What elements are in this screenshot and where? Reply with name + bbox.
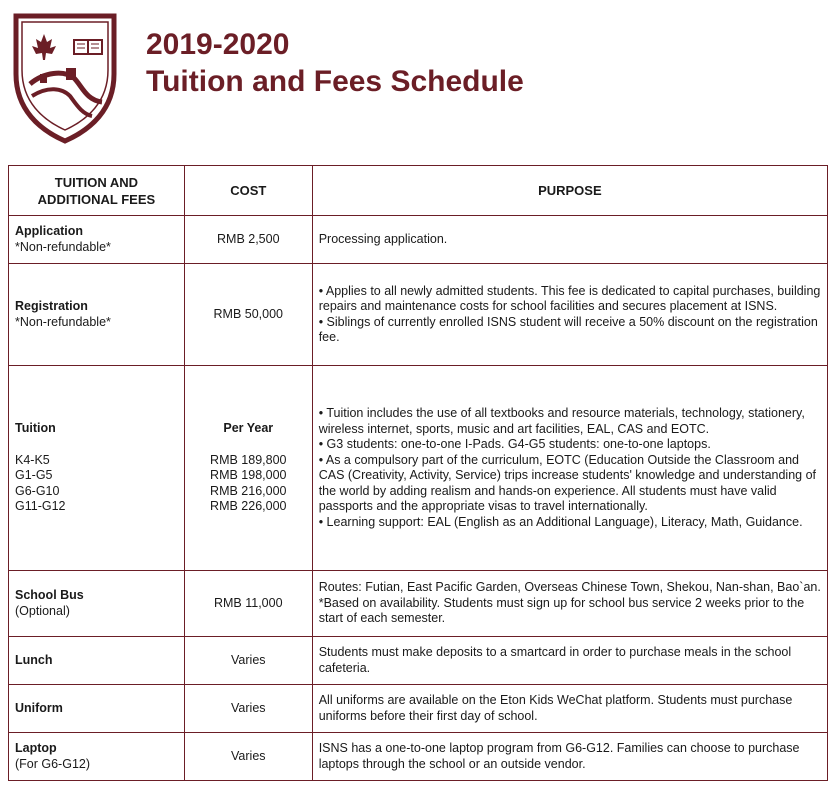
page-title — [146, 26, 524, 100]
grade-label: K4-K5 — [15, 452, 50, 467]
purpose-cell — [312, 733, 827, 781]
price-value: RMB 189,800 — [210, 452, 287, 467]
cost-cell: Varies — [184, 685, 312, 733]
purpose-cell — [312, 571, 827, 637]
fee-name: Lunch — [15, 652, 53, 667]
fee-cell — [9, 264, 185, 366]
title-year: 2019-2020 — [146, 28, 290, 61]
price-list — [189, 453, 308, 515]
fee-name: Laptop — [15, 741, 57, 755]
fee-name: School Bus — [15, 588, 84, 602]
purpose-line: • Applies to all newly admitted students. This fee is dedicated to capital purchases, building repairs and maintenance costs for school facilities and secures placement at ISNS. — [318, 283, 821, 313]
fee-cell — [9, 685, 185, 733]
fee-cell — [9, 216, 185, 264]
table-row-tuition — [9, 366, 828, 571]
fee-name: Uniform — [15, 700, 63, 715]
purpose-line: • Learning support: EAL (English as an Additional Language), Literacy, Math, Guidance. — [318, 514, 803, 529]
purpose-line: Students must make deposits to a smartcard in order to purchase meals in the school cafeteria. — [318, 645, 792, 675]
price-value: RMB 226,000 — [210, 499, 287, 514]
table-row-laptop — [9, 733, 828, 781]
cost-cell: RMB 11,000 — [184, 571, 312, 637]
table-row-registration — [9, 264, 828, 366]
header-purpose: PURPOSE — [312, 166, 827, 216]
purpose-line: Routes: Futian, East Pacific Garden, Overseas Chinese Town, Shekou, Nan-shan, Bao`an. *Based on availability. Students must sign up for school bus service 2 weeks prior to the start of each semester. — [318, 580, 821, 626]
purpose-cell — [312, 685, 827, 733]
table-header-row — [9, 166, 828, 216]
purpose-line: All uniforms are available on the Eton Kids WeChat platform. Students must purchase uniforms before their first day of school. — [318, 693, 793, 723]
fee-cell — [9, 366, 185, 571]
book-icon — [74, 40, 102, 54]
per-year-label: Per Year — [223, 421, 274, 436]
cost-cell — [184, 366, 312, 571]
fee-name: Registration — [15, 299, 88, 313]
price-value: RMB 216,000 — [210, 483, 287, 498]
fee-name: Tuition — [15, 421, 56, 436]
purpose-cell — [312, 366, 827, 571]
cost-cell: Varies — [184, 733, 312, 781]
table-row-lunch — [9, 637, 828, 685]
header-fees: TUITION AND ADDITIONAL FEES — [9, 166, 185, 216]
fee-cell — [9, 571, 185, 637]
cost-cell: RMB 2,500 — [184, 216, 312, 264]
grade-label: G11-G12 — [15, 499, 66, 514]
grade-list — [15, 453, 178, 515]
fee-name: Application — [15, 224, 84, 238]
grade-label: G6-G10 — [15, 483, 60, 498]
purpose-line: • As a compulsory part of the curriculum, EOTC (Education Outside the Classroom and CAS (Creativity, Activity, Service) trips increase students' knowledge and understanding of the world by adding realism and hands-on experience. All students must have valid passports and the appropriate visas to travel internationally. — [318, 452, 816, 513]
table-row-uniform — [9, 685, 828, 733]
fee-cell — [9, 637, 185, 685]
title-text: Tuition and Fees Schedule — [146, 65, 524, 98]
purpose-line: ISNS has a one-to-one laptop program from G6-G12. Families can choose to purchase laptops through the school or an outside vendor. — [318, 741, 800, 771]
cost-cell: Varies — [184, 637, 312, 685]
cost-cell: RMB 50,000 — [184, 264, 312, 366]
purpose-line: • Siblings of currently enrolled ISNS student will receive a 50% discount on the registration fee. — [318, 314, 818, 344]
fee-cell — [9, 733, 185, 781]
table-row-school-bus — [9, 571, 828, 637]
header-cost: COST — [184, 166, 312, 216]
fee-note: *Non-refundable* — [15, 314, 111, 329]
purpose-line: Processing application. — [318, 231, 448, 246]
page-header — [0, 0, 836, 160]
school-crest-logo — [12, 12, 118, 144]
fee-note: (Optional) — [15, 603, 70, 618]
fee-note: *Non-refundable* — [15, 239, 111, 254]
purpose-cell — [312, 637, 827, 685]
purpose-line: • Tuition includes the use of all textbooks and resource materials, technology, stationery, wireless internet, sports, music and art facilities, EAL, CAS and EOTC. — [318, 406, 805, 436]
table-row-application — [9, 216, 828, 264]
fee-note: (For G6-G12) — [15, 756, 91, 771]
grade-label: G1-G5 — [15, 468, 53, 483]
price-value: RMB 198,000 — [210, 468, 287, 483]
purpose-cell — [312, 216, 827, 264]
purpose-line: • G3 students: one-to-one I-Pads. G4-G5 students: one-to-one laptops. — [318, 437, 711, 451]
fees-table — [8, 165, 828, 781]
purpose-cell — [312, 264, 827, 366]
